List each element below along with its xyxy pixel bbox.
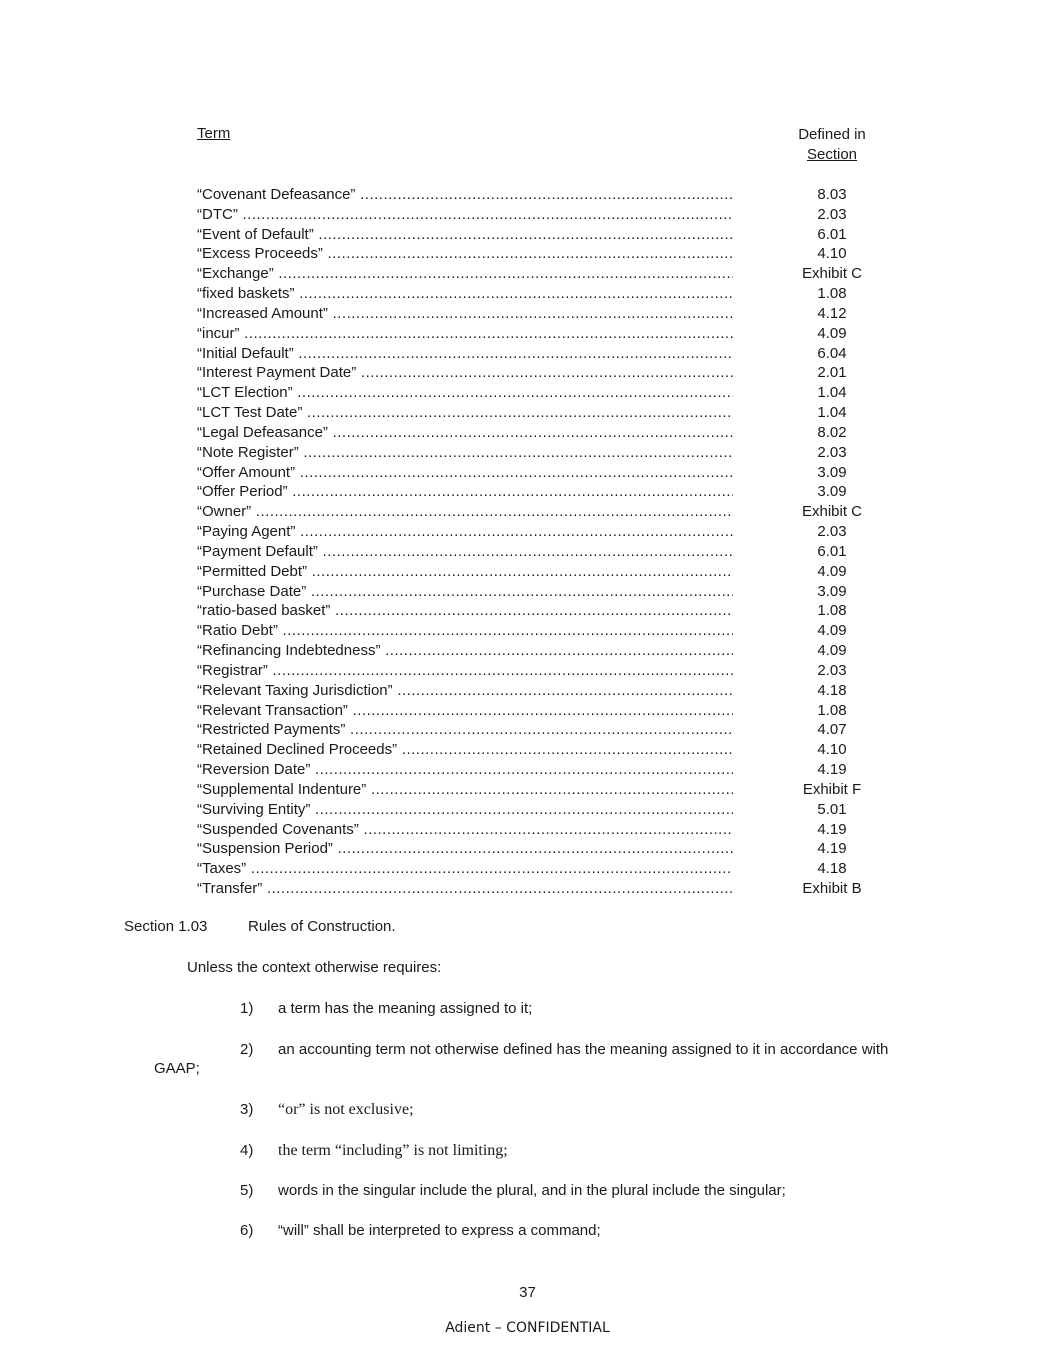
table-row (197, 601, 897, 621)
list-item-text: words in the singular include the plural, and in the plural include the singular; (278, 1182, 786, 1199)
defined-term: “Permitted Debt” ..... (197, 562, 733, 582)
section-reference: 3.09 (817, 483, 847, 501)
section-reference: 6.01 (817, 225, 847, 243)
section-reference: 8.02 (817, 423, 847, 441)
table-row (197, 820, 897, 840)
list-item-text: “or” is not exclusive; (278, 1101, 414, 1118)
defined-term: “Purchase Date” ..... (197, 582, 733, 602)
table-row (197, 244, 897, 264)
section-reference: 3.09 (817, 582, 847, 600)
table-row (197, 720, 897, 740)
defined-term: “Surviving Entity” ..... (197, 800, 733, 820)
table-row (197, 324, 897, 344)
section-reference: 2.03 (817, 205, 847, 223)
table-row (197, 344, 897, 364)
section-reference: 2.01 (817, 364, 847, 382)
table-row (197, 661, 897, 681)
table-row (197, 264, 897, 284)
section-intro: Unless the context otherwise requires: (187, 959, 442, 976)
defined-term: “fixed baskets” ..... (197, 284, 733, 304)
defined-term: “Relevant Taxing Jurisdiction” ..... (197, 681, 733, 701)
defined-term: “Taxes” ..... (197, 859, 733, 879)
list-item-text: a term has the meaning assigned to it; (278, 1000, 533, 1017)
page-number: 37 (519, 1284, 536, 1301)
table-row (197, 582, 897, 602)
section-reference: 4.09 (817, 642, 847, 660)
defined-term: “Interest Payment Date” ..... (197, 363, 733, 383)
table-row (197, 859, 897, 879)
list-item-continuation: GAAP; (154, 1060, 200, 1077)
table-row (197, 641, 897, 661)
section-reference: 4.09 (817, 562, 847, 580)
section-reference: Exhibit B (802, 879, 862, 897)
table-row (197, 780, 897, 800)
section-reference: 3.09 (817, 463, 847, 481)
section-reference: 1.08 (817, 701, 847, 719)
section-reference: 4.07 (817, 721, 847, 739)
defined-term: “Relevant Transaction” ..... (197, 701, 733, 721)
section-reference: 4.09 (817, 622, 847, 640)
section-reference: 6.04 (817, 344, 847, 362)
section-reference: 4.18 (817, 681, 847, 699)
section-reference: 4.10 (817, 245, 847, 263)
table-row (197, 800, 897, 820)
table-row (197, 363, 897, 383)
table-row (197, 760, 897, 780)
defined-term: “Restricted Payments” ..... (197, 720, 733, 740)
defined-term: “Payment Default” ..... (197, 542, 733, 562)
defined-term: “Offer Amount” ..... (197, 463, 733, 483)
defined-in-label: Defined in (798, 126, 866, 143)
table-row (197, 740, 897, 760)
table-row (197, 423, 897, 443)
section-reference: Exhibit F (802, 780, 862, 798)
table-row (197, 701, 897, 721)
table-row (197, 502, 897, 522)
defined-in-column-header (780, 125, 884, 165)
defined-term: “Supplemental Indenture” ..... (197, 780, 733, 800)
list-item-text: an accounting term not otherwise defined has the meaning assigned to it in accordance with (278, 1041, 889, 1058)
definitions-table (197, 185, 897, 899)
section-reference: 1.04 (817, 384, 847, 402)
section-reference: 6.01 (817, 542, 847, 560)
section-reference: 4.18 (817, 860, 847, 878)
list-item-number: 5) (240, 1182, 254, 1199)
list-item-text: “will” shall be interpreted to express a command; (278, 1222, 601, 1239)
defined-term: “Retained Declined Proceeds” ..... (197, 740, 733, 760)
defined-term: “Owner” ..... (197, 502, 733, 522)
defined-term: “Excess Proceeds” ..... (197, 244, 733, 264)
table-row (197, 403, 897, 423)
section-reference: 8.03 (817, 186, 847, 203)
section-number: Section 1.03 (124, 918, 208, 935)
table-row (197, 482, 897, 502)
section-reference: 1.08 (817, 602, 847, 620)
defined-term: “LCT Test Date” ..... (197, 403, 733, 423)
section-reference: 4.09 (817, 324, 847, 342)
defined-term: “Suspended Covenants” ..... (197, 820, 733, 840)
section-label: Section (806, 146, 858, 163)
defined-term: “Note Register” ..... (197, 443, 733, 463)
confidential-footer: Adient – CONFIDENTIAL (445, 1320, 610, 1336)
table-row (197, 284, 897, 304)
defined-term: “Increased Amount” ..... (197, 304, 733, 324)
table-row (197, 562, 897, 582)
section-reference: Exhibit C (801, 503, 863, 521)
defined-term: “Reversion Date” ..... (197, 760, 733, 780)
section-reference: 2.03 (817, 443, 847, 461)
defined-term: “Suspension Period” ..... (197, 839, 733, 859)
table-row (197, 225, 897, 245)
section-reference: 2.03 (817, 523, 847, 541)
list-item-text: the term “including” is not limiting; (278, 1142, 508, 1159)
table-row (197, 383, 897, 403)
defined-term: “Registrar” ..... (197, 661, 733, 681)
defined-term: “Initial Default” ..... (197, 344, 733, 364)
table-row (197, 522, 897, 542)
table-row (197, 304, 897, 324)
section-reference: 4.12 (817, 304, 847, 322)
defined-term: “LCT Election” ..... (197, 383, 733, 403)
list-item-number: 2) (240, 1041, 254, 1058)
term-column-header: Term (197, 125, 231, 142)
table-row (197, 185, 897, 205)
section-reference: Exhibit C (801, 265, 863, 283)
defined-term: “Paying Agent” ..... (197, 522, 733, 542)
defined-term: “Legal Defeasance” ..... (197, 423, 733, 443)
defined-term: “Exchange” ..... (197, 264, 733, 284)
table-row (197, 205, 897, 225)
table-row (197, 463, 897, 483)
defined-term: “Event of Default” ..... (197, 225, 733, 245)
list-item-number: 1) (240, 1000, 254, 1017)
list-item-number: 4) (240, 1142, 254, 1159)
defined-term: “DTC” ..... (197, 205, 733, 225)
section-reference: 4.19 (817, 840, 847, 858)
table-row (197, 839, 897, 859)
list-item-number: 6) (240, 1222, 254, 1239)
section-reference: 1.08 (817, 285, 847, 303)
section-reference: 4.19 (817, 820, 847, 838)
table-row (197, 879, 897, 899)
defined-term: “Transfer” ..... (197, 879, 733, 899)
section-title: Rules of Construction. (248, 918, 396, 935)
defined-term: “incur” ..... (197, 324, 733, 344)
defined-term: “Offer Period” ..... (197, 482, 733, 502)
section-reference: 2.03 (817, 661, 847, 679)
defined-term: “Covenant Defeasance” ..... (197, 185, 733, 205)
list-item-number: 3) (240, 1101, 254, 1118)
defined-term: “Ratio Debt” ..... (197, 621, 733, 641)
table-row (197, 443, 897, 463)
table-row (197, 621, 897, 641)
section-reference: 4.19 (817, 761, 847, 779)
defined-term: “ratio-based basket” ..... (197, 601, 733, 621)
defined-term: “Refinancing Indebtedness” ..... (197, 641, 733, 661)
section-reference: 5.01 (817, 800, 847, 818)
section-reference: 1.04 (817, 404, 847, 422)
table-row (197, 681, 897, 701)
table-row (197, 542, 897, 562)
section-reference: 4.10 (817, 741, 847, 759)
